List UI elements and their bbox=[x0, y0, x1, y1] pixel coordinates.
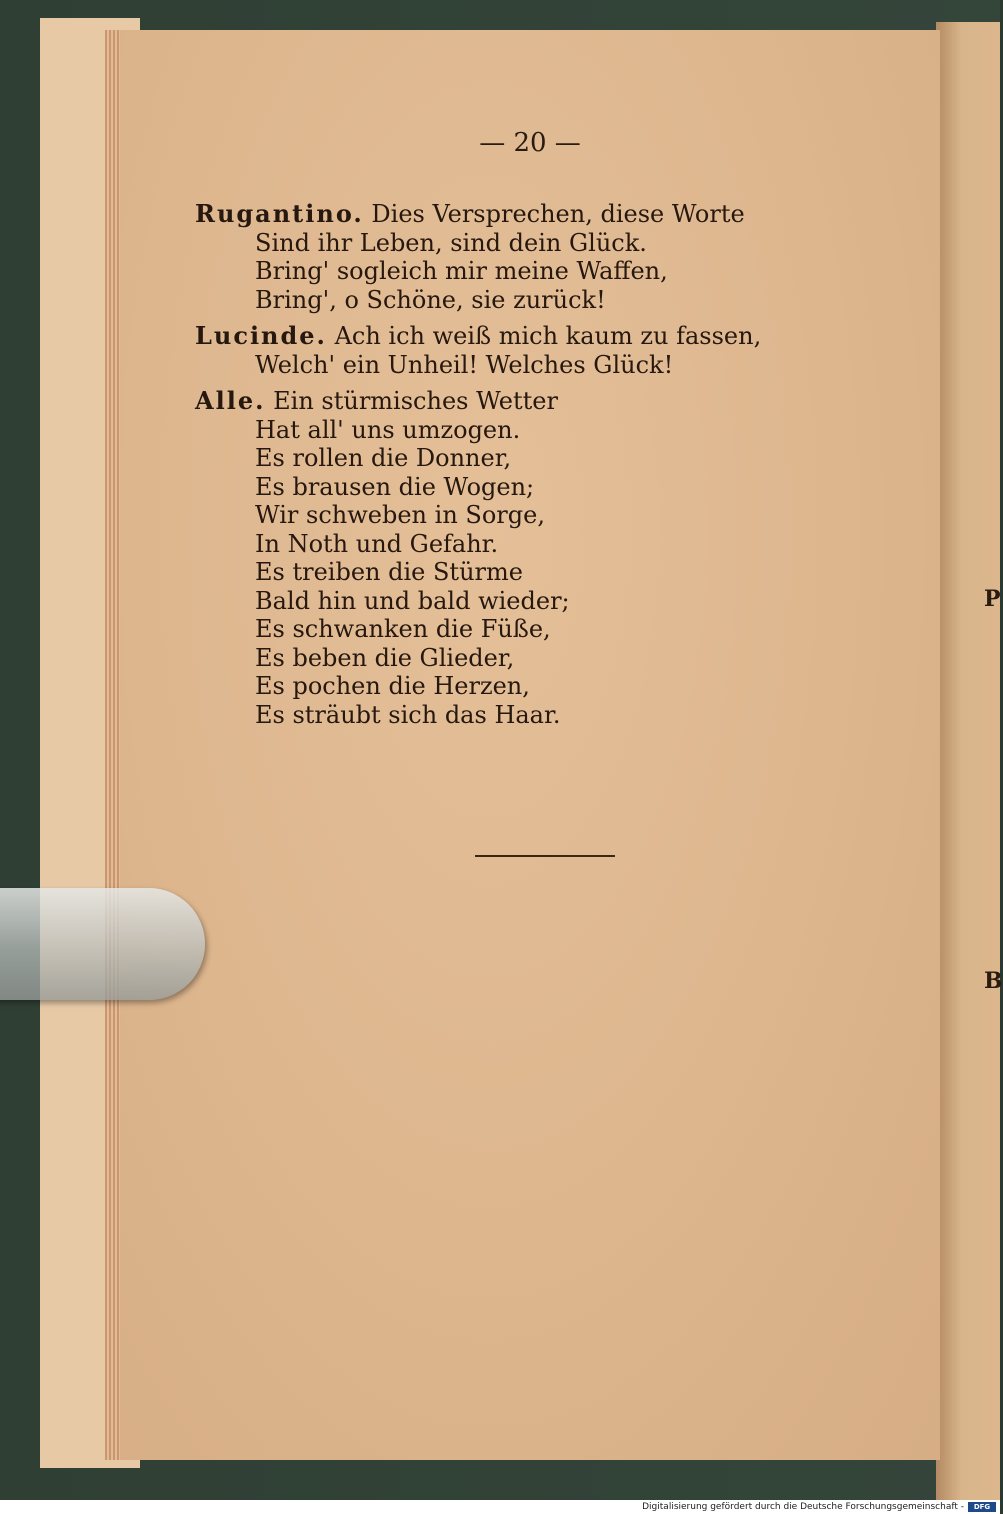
verse-first-line bbox=[195, 200, 895, 229]
verse-line: Welch' ein Unheil! Welches Glück! bbox=[255, 350, 674, 379]
footer-bar bbox=[0, 1500, 1000, 1514]
page-number: — 20 — bbox=[479, 128, 581, 158]
verse-line: Hat all' uns umzogen. bbox=[255, 415, 521, 444]
verse-line: Bring', o Schöne, sie zurück! bbox=[255, 285, 606, 314]
page-clip bbox=[0, 888, 205, 1000]
verse-line: Dies Versprechen, diese Worte bbox=[371, 200, 745, 228]
verse-line: Ach ich weiß mich kaum zu fassen, bbox=[334, 322, 762, 350]
verse-line: Bald hin und bald wieder; bbox=[255, 586, 570, 615]
verse-line: Es rollen die Donner, bbox=[255, 444, 512, 472]
section-divider bbox=[475, 855, 615, 857]
verse-block bbox=[195, 387, 895, 729]
verse-line: Sind ihr Leben, sind dein Glück. bbox=[255, 228, 647, 257]
speaker-name: Lucinde. bbox=[195, 321, 327, 350]
speaker-name: Alle. bbox=[195, 386, 266, 415]
verse-line: Es brausen die Wogen; bbox=[255, 472, 535, 501]
verse-first-line bbox=[195, 387, 895, 416]
facing-page-edge bbox=[936, 22, 1000, 1500]
verse-line: Wir schweben in Sorge, bbox=[255, 501, 545, 529]
verse-line: Es sträubt sich das Haar. bbox=[255, 700, 561, 729]
speaker-name: Rugantino. bbox=[195, 199, 364, 228]
verse-line: Bring' sogleich mir meine Waffen, bbox=[255, 257, 668, 285]
footer-credit: Digitalisierung gefördert durch die Deutsche Forschungsgemeinschaft - bbox=[642, 1502, 964, 1512]
facing-page-letter: B bbox=[984, 968, 1003, 994]
verse-line: Es schwanken die Füße, bbox=[255, 615, 551, 643]
verse-block bbox=[195, 200, 895, 314]
book-page bbox=[120, 30, 940, 1460]
verse-line: Ein stürmisches Wetter bbox=[273, 387, 558, 415]
dfg-logo: DFG bbox=[968, 1502, 996, 1512]
verse-first-line bbox=[195, 322, 895, 351]
verse-line: Es treiben die Stürme bbox=[255, 558, 523, 586]
libretto-text bbox=[195, 200, 895, 737]
verse-line: Es pochen die Herzen, bbox=[255, 672, 530, 700]
verse-line: In Noth und Gefahr. bbox=[255, 529, 499, 558]
verse-block bbox=[195, 322, 895, 379]
verse-line: Es beben die Glieder, bbox=[255, 643, 515, 672]
facing-page-letter: P bbox=[984, 586, 1001, 612]
